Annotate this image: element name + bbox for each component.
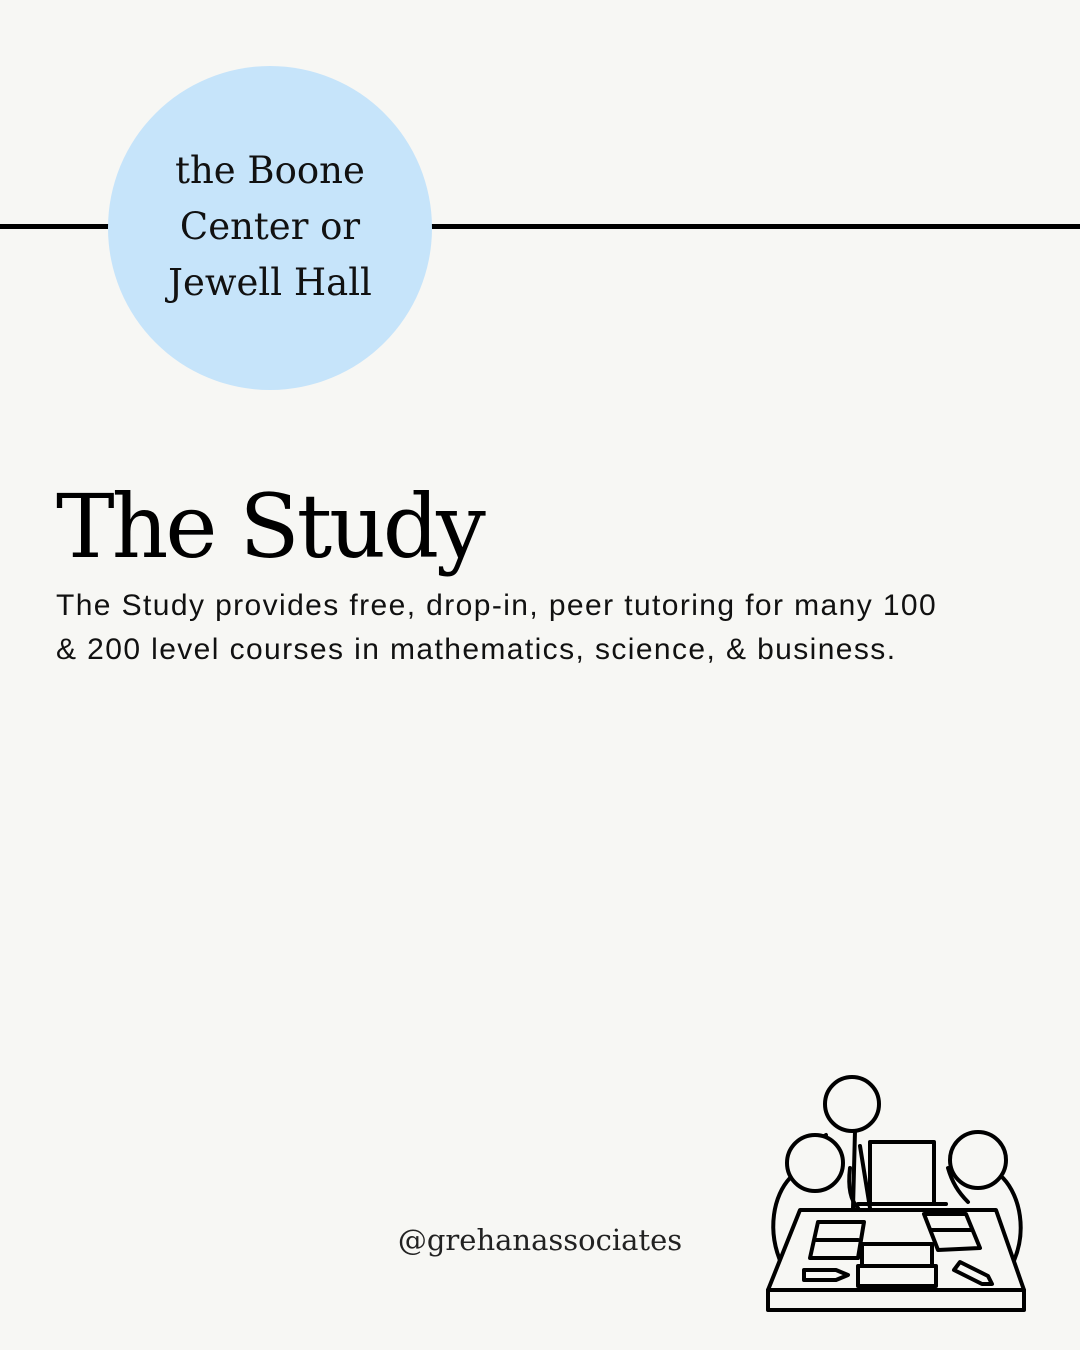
social-handle: @grehanassociates bbox=[397, 1223, 683, 1257]
location-line-3: Jewell Hall bbox=[168, 261, 372, 304]
location-line-1: the Boone bbox=[175, 149, 365, 192]
page-title: The Study bbox=[56, 475, 483, 578]
location-badge bbox=[108, 66, 432, 390]
location-line-2: Center or bbox=[179, 205, 361, 248]
group-study-icon bbox=[760, 1070, 1030, 1320]
description-text: The Study provides free, drop-in, peer tutoring for many 100 & 200 level courses in mathematics, science, & business. bbox=[56, 589, 938, 666]
location-text bbox=[165, 143, 375, 311]
